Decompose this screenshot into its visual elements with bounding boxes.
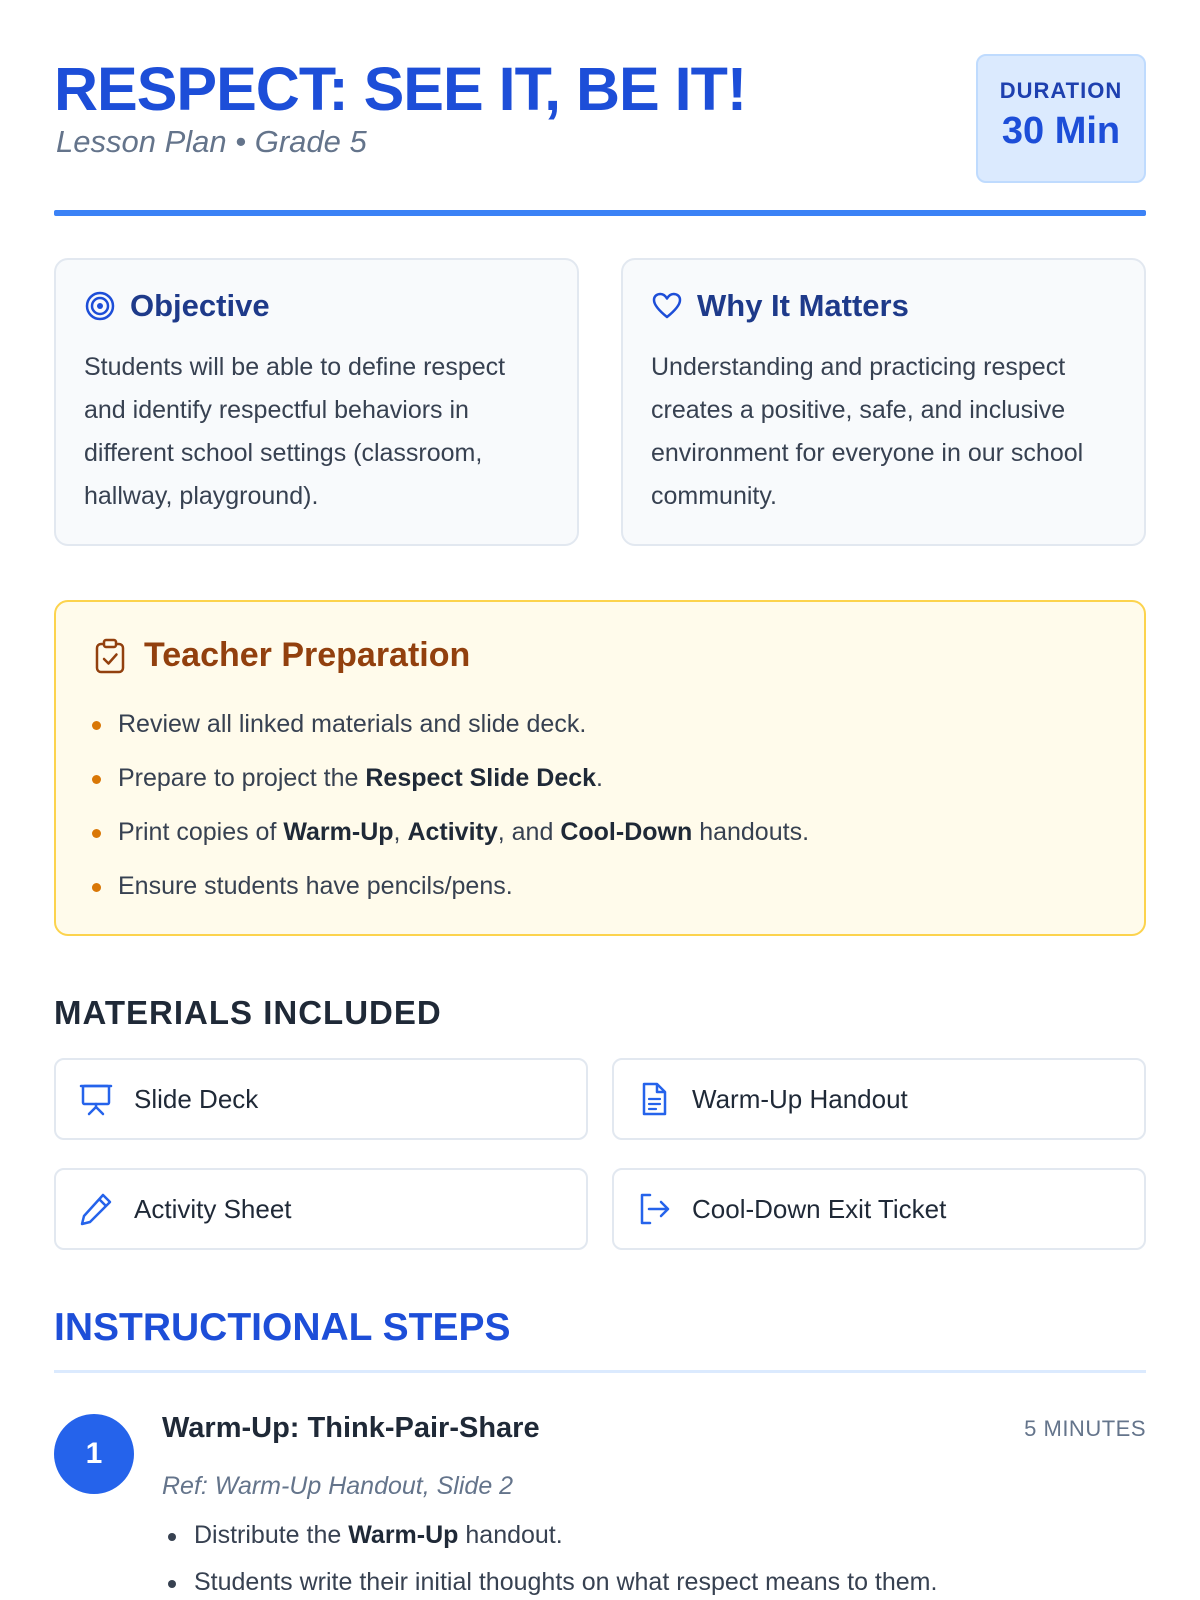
- duration-badge: [976, 54, 1146, 183]
- material-warm-up-handout[interactable]: [612, 1058, 1146, 1140]
- presentation-icon: [78, 1081, 114, 1117]
- lesson-plan-page: [54, 0, 1146, 1596]
- step-bullets: [162, 1512, 1142, 1600]
- text: Review all linked materials and slide deck.: [118, 710, 587, 738]
- material-label: Slide Deck: [134, 1083, 259, 1114]
- objective-text: Students will be able to define respect and identify respectful behaviors in different school settings (classroom, hallway, playground).: [84, 353, 506, 510]
- text: handout.: [458, 1521, 563, 1549]
- page-subtitle: Lesson Plan • Grade 5: [56, 124, 367, 159]
- exit-icon: [636, 1191, 672, 1227]
- step-bullet: [162, 1559, 1142, 1600]
- materials-title: MATERIALS INCLUDED: [54, 994, 442, 1031]
- prep-item: [92, 751, 1108, 805]
- prep-item: [92, 805, 1108, 859]
- bold-text: Respect Slide Deck: [365, 764, 597, 792]
- text: ,: [393, 818, 408, 846]
- step-bullet: [162, 1512, 1142, 1559]
- page-title: RESPECT: SEE IT, BE IT!: [54, 55, 747, 123]
- teacher-preparation: [54, 600, 1146, 936]
- steps-divider: [54, 1370, 1146, 1373]
- duration-label: DURATION: [999, 78, 1123, 103]
- text: handouts.: [692, 818, 810, 846]
- step-reference: Ref: Warm-Up Handout, Slide 2: [162, 1472, 514, 1500]
- material-label: Warm-Up Handout: [692, 1083, 908, 1114]
- bold-text: Activity: [407, 818, 498, 846]
- text: .: [596, 764, 603, 792]
- step-title: Warm-Up: Think-Pair-Share: [162, 1412, 540, 1444]
- material-slide-deck[interactable]: [54, 1058, 588, 1140]
- why-it-matters-title: Why It Matters: [697, 288, 909, 323]
- bold-text: Warm-Up: [283, 818, 394, 846]
- clipboard-check-icon: [92, 638, 128, 674]
- bold-text: Cool-Down: [560, 818, 693, 846]
- material-label: Cool-Down Exit Ticket: [692, 1193, 947, 1224]
- material-activity-sheet[interactable]: [54, 1168, 588, 1250]
- why-it-matters-card: [621, 258, 1146, 546]
- text: Print copies of: [118, 818, 284, 846]
- text: , and: [497, 818, 561, 846]
- header: [54, 0, 1146, 216]
- text: Prepare to project the: [118, 764, 366, 792]
- step-duration: 5 MINUTES: [1024, 1416, 1146, 1441]
- prep-item: [92, 697, 1108, 751]
- text: Students write their initial thoughts on what respect means to them.: [194, 1568, 938, 1596]
- heart-icon: [651, 290, 683, 322]
- steps-title: INSTRUCTIONAL STEPS: [54, 1306, 511, 1349]
- prep-item: [92, 859, 1108, 913]
- target-icon: [84, 290, 116, 322]
- summary-cards: [54, 258, 1146, 546]
- preparation-list: [92, 697, 1108, 913]
- duration-value: 30 Min: [1001, 110, 1121, 152]
- header-divider: [54, 210, 1146, 216]
- step-number: 1: [54, 1414, 134, 1494]
- material-cool-down-exit-ticket[interactable]: [612, 1168, 1146, 1250]
- document-icon: [636, 1081, 672, 1117]
- objective-title: Objective: [130, 288, 270, 323]
- bold-text: Warm-Up: [348, 1521, 459, 1549]
- why-it-matters-text: Understanding and practicing respect creates a positive, safe, and inclusive environment for everyone in our school community.: [651, 353, 1084, 510]
- material-label: Activity Sheet: [134, 1193, 292, 1224]
- pencil-icon: [78, 1191, 114, 1227]
- text: Ensure students have pencils/pens.: [118, 872, 513, 900]
- text: Distribute the: [194, 1521, 349, 1549]
- objective-card: [54, 258, 579, 546]
- teacher-preparation-title: Teacher Preparation: [144, 636, 471, 674]
